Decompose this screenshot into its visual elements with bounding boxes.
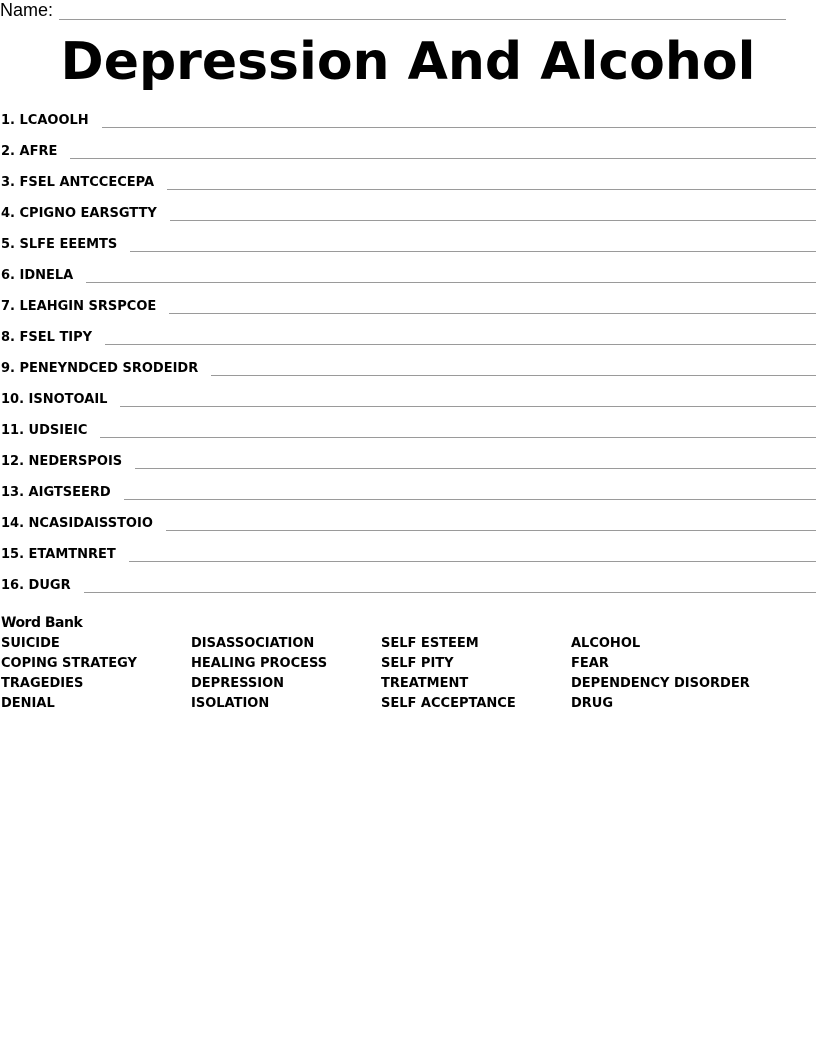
scramble-word: 4. CPIGNO EARSGTTY [1,206,157,221]
answer-field[interactable] [100,421,816,438]
answer-field[interactable] [211,359,816,376]
word-bank-word: SUICIDE [1,636,60,651]
scramble-item [0,142,816,173]
scramble-word: 5. SLFE EEEMTS [1,237,118,252]
word-bank-word: DEPENDENCY DISORDER [571,676,750,691]
answer-field[interactable] [130,235,816,252]
scramble-item [0,235,816,266]
scramble-word: 2. AFRE [1,144,58,159]
scramble-word: 3. FSEL ANTCCECEPA [1,175,155,190]
answer-field[interactable] [84,576,816,593]
word-bank-word: SELF ACCEPTANCE [381,696,516,711]
name-label: Name: [0,0,54,20]
answer-field[interactable] [124,483,816,500]
scramble-item [0,421,816,452]
scramble-item [0,204,816,235]
scramble-word: 16. DUGR [1,578,71,593]
scramble-word: 7. LEAHGIN SRSPCOE [1,299,157,314]
word-bank-word: HEALING PROCESS [191,656,328,671]
answer-field[interactable] [105,328,816,345]
word-bank-word: ISOLATION [191,696,270,711]
scramble-item [0,514,816,545]
word-bank-grid [0,634,816,714]
answer-field[interactable] [86,266,816,283]
scramble-item [0,390,816,421]
answer-field[interactable] [129,545,816,562]
word-bank-title: Word Bank [1,615,83,631]
word-bank-word: DRUG [571,696,614,711]
scramble-item [0,328,816,359]
scramble-word: 10. ISNOTOAIL [1,392,108,407]
scramble-word: 13. AIGTSEERD [1,485,111,500]
scramble-word: 1. LCAOOLH [1,113,89,128]
scramble-item [0,111,816,142]
answer-field[interactable] [166,514,816,531]
scramble-item [0,359,816,390]
scramble-item [0,483,816,514]
word-bank-word: DENIAL [1,696,55,711]
answer-field[interactable] [169,297,816,314]
answer-field[interactable] [120,390,816,407]
scramble-word: 6. IDNELA [1,268,74,283]
word-bank-word: DISASSOCIATION [191,636,315,651]
scramble-word: 11. UDSIEIC [1,423,88,438]
scramble-item [0,173,816,204]
scramble-word: 9. PENEYNDCED SRODEIDR [1,361,199,376]
scramble-item [0,266,816,297]
name-field[interactable] [59,3,786,20]
worksheet-title: Depression And Alcohol [60,32,756,92]
word-bank-word: COPING STRATEGY [1,656,137,671]
word-bank-word: TREATMENT [381,676,469,691]
word-bank-word: FEAR [571,656,609,671]
scramble-word: 8. FSEL TIPY [1,330,93,345]
scramble-word: 15. ETAMTNRET [1,547,116,562]
name-row [0,0,790,20]
scramble-item [0,452,816,483]
answer-field[interactable] [167,173,816,190]
answer-field[interactable] [135,452,816,469]
word-bank-word: TRAGEDIES [1,676,84,691]
answer-field[interactable] [102,111,816,128]
word-bank-word: ALCOHOL [571,636,641,651]
scramble-word: 12. NEDERSPOIS [1,454,123,469]
word-bank-word: DEPRESSION [191,676,284,691]
word-bank [0,614,816,714]
scramble-list [0,111,816,607]
scramble-item [0,576,816,607]
scramble-word: 14. NCASIDAISSTOIO [1,516,153,531]
scramble-item [0,545,816,576]
scramble-item [0,297,816,328]
answer-field[interactable] [170,204,816,221]
word-bank-word: SELF ESTEEM [381,636,479,651]
word-bank-word: SELF PITY [381,656,454,671]
answer-field[interactable] [70,142,816,159]
